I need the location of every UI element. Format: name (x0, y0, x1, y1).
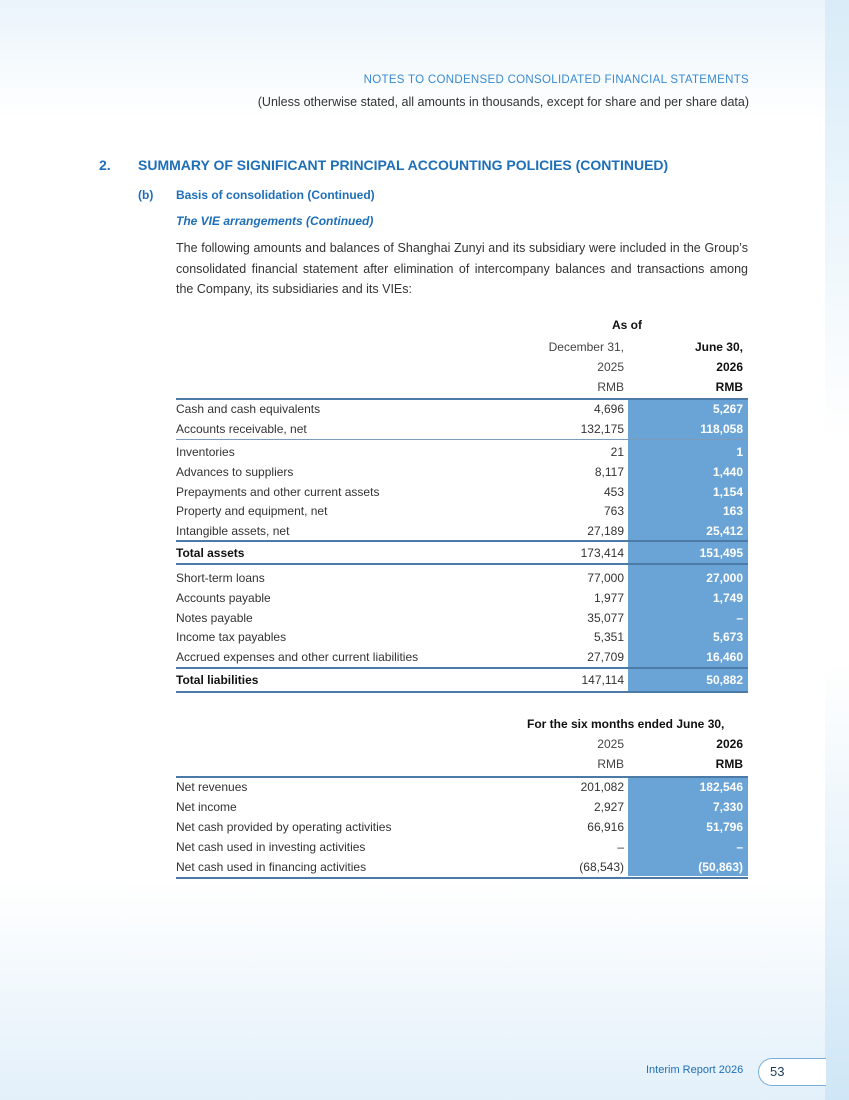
row-label: Inventories (176, 445, 235, 459)
col1-value: 21 (610, 445, 624, 459)
row-label: Accounts receivable, net (176, 422, 307, 436)
operations-table (176, 710, 748, 880)
col1-value: 173,414 (580, 546, 624, 560)
decorative-band (825, 0, 849, 1100)
row-label: Net cash used in investing activities (176, 840, 366, 854)
col2-value: 118,058 (700, 422, 743, 436)
row-label: Advances to suppliers (176, 465, 294, 479)
row-rule (176, 667, 748, 669)
row-label: Notes payable (176, 611, 253, 625)
page-number: 53 (770, 1064, 785, 1079)
running-header-title: NOTES TO CONDENSED CONSOLIDATED FINANCIAL STATEMENTS (363, 74, 749, 86)
table-row (176, 857, 748, 877)
row-label: Intangible assets, net (176, 524, 290, 538)
col2-value: 1 (736, 445, 743, 459)
col2-value: – (736, 840, 743, 854)
vie-heading: The VIE arrangements (Continued) (176, 214, 374, 228)
section-title: SUMMARY OF SIGNIFICANT PRINCIPAL ACCOUNTING POLICIES (CONTINUED) (138, 157, 669, 173)
table-row (176, 588, 748, 608)
col1-value: 35,077 (587, 611, 624, 625)
table-row (176, 627, 748, 647)
table-row (176, 797, 748, 817)
col1-value: 5,351 (593, 630, 624, 644)
row-rule (176, 691, 748, 693)
col2-header-year: 2026 (716, 360, 743, 374)
col2-value: 51,796 (706, 820, 743, 834)
period-header: For the six months ended June 30, (527, 717, 725, 731)
col2-value: 1,749 (712, 591, 743, 605)
col1-value: (68,543) (579, 860, 624, 874)
table-row (176, 399, 748, 419)
intro-paragraph: The following amounts and balances of Shanghai Zunyi and its subsidiary were included in the Group’s consolidated financial statement after elimination of intercompany balances and transactions among the Company, its subsidiaries and its VIEs: (176, 241, 748, 296)
table-row (176, 670, 748, 690)
table-row (176, 777, 748, 797)
table-row (176, 817, 748, 837)
col2-value: 5,267 (712, 402, 743, 416)
col2-header-date: June 30, (694, 340, 743, 354)
row-label: Accounts payable (176, 591, 271, 605)
col1-header-date: December 31, (548, 340, 624, 354)
table-row (176, 647, 748, 667)
col1-header-year: 2025 (597, 737, 624, 751)
row-label: Cash and cash equivalents (176, 402, 321, 416)
col2-header-currency: RMB (715, 380, 743, 394)
col2-value: 1,154 (712, 485, 743, 499)
table-row (176, 501, 748, 521)
table-row (176, 568, 748, 588)
row-label: Net income (176, 800, 237, 814)
report-name: Interim Report 2026 (646, 1064, 744, 1076)
table-row (176, 521, 748, 541)
col2-header-currency: RMB (715, 757, 743, 771)
col2-value: – (736, 611, 743, 625)
table-row (176, 543, 748, 563)
col1-value: 132,175 (580, 422, 624, 436)
col2-value: 163 (722, 504, 743, 518)
col2-value: 5,673 (712, 630, 743, 644)
row-label: Prepayments and other current assets (176, 485, 380, 499)
col2-value: 182,546 (699, 780, 743, 794)
col1-header-year: 2025 (597, 360, 624, 374)
table-row (176, 419, 748, 439)
row-label: Net cash provided by operating activities (176, 820, 392, 834)
subsection-title: Basis of consolidation (Continued) (176, 188, 375, 202)
col1-value: 201,082 (580, 780, 624, 794)
col2-value: 25,412 (706, 524, 743, 538)
running-header-subtitle: (Unless otherwise stated, all amounts in thousands, except for share and per share data) (257, 95, 749, 109)
as-of-header: As of (612, 318, 642, 332)
col1-value: 77,000 (587, 571, 624, 585)
col2-value: 7,330 (712, 800, 743, 814)
row-rule (176, 439, 748, 440)
row-label: Income tax payables (176, 630, 287, 644)
table-row (176, 482, 748, 502)
col1-header-currency: RMB (597, 380, 624, 394)
table-row (176, 837, 748, 857)
row-label: Accrued expenses and other current liabilities (176, 650, 419, 664)
col2-value: 1,440 (712, 465, 743, 479)
col1-value: 8,117 (594, 465, 624, 479)
col2-value: 151,495 (699, 546, 743, 560)
col1-value: 4,696 (593, 402, 624, 416)
col2-header-year: 2026 (716, 737, 743, 751)
col1-value: 2,927 (593, 800, 624, 814)
section-number: 2. (99, 157, 111, 173)
row-label: Net revenues (176, 780, 248, 794)
row-label: Total assets (176, 546, 245, 560)
col1-header-currency: RMB (597, 757, 624, 771)
col1-value: 147,114 (581, 673, 624, 687)
col1-value: 1,977 (593, 591, 624, 605)
row-rule (176, 540, 748, 542)
row-label: Short-term loans (176, 571, 265, 585)
col1-value: 27,709 (587, 650, 624, 664)
row-label: Total liabilities (176, 673, 259, 687)
col1-value: – (617, 840, 624, 854)
col2-value: (50,863) (698, 860, 743, 874)
row-rule (176, 563, 748, 565)
page-number-tab (758, 1058, 826, 1086)
col1-value: 27,189 (587, 524, 624, 538)
table-row (176, 608, 748, 628)
col1-value: 66,916 (587, 820, 624, 834)
col2-value: 50,882 (706, 673, 743, 687)
col2-value: 16,460 (706, 650, 743, 664)
col2-value: 27,000 (706, 571, 743, 585)
balance-table (176, 310, 748, 695)
table-row (176, 462, 748, 482)
row-label: Net cash used in financing activities (176, 860, 367, 874)
col1-value: 453 (603, 485, 624, 499)
row-rule (176, 877, 748, 879)
subsection-label: (b) (138, 188, 154, 202)
table-row (176, 442, 748, 462)
col1-value: 763 (603, 504, 624, 518)
row-label: Property and equipment, net (176, 504, 328, 518)
